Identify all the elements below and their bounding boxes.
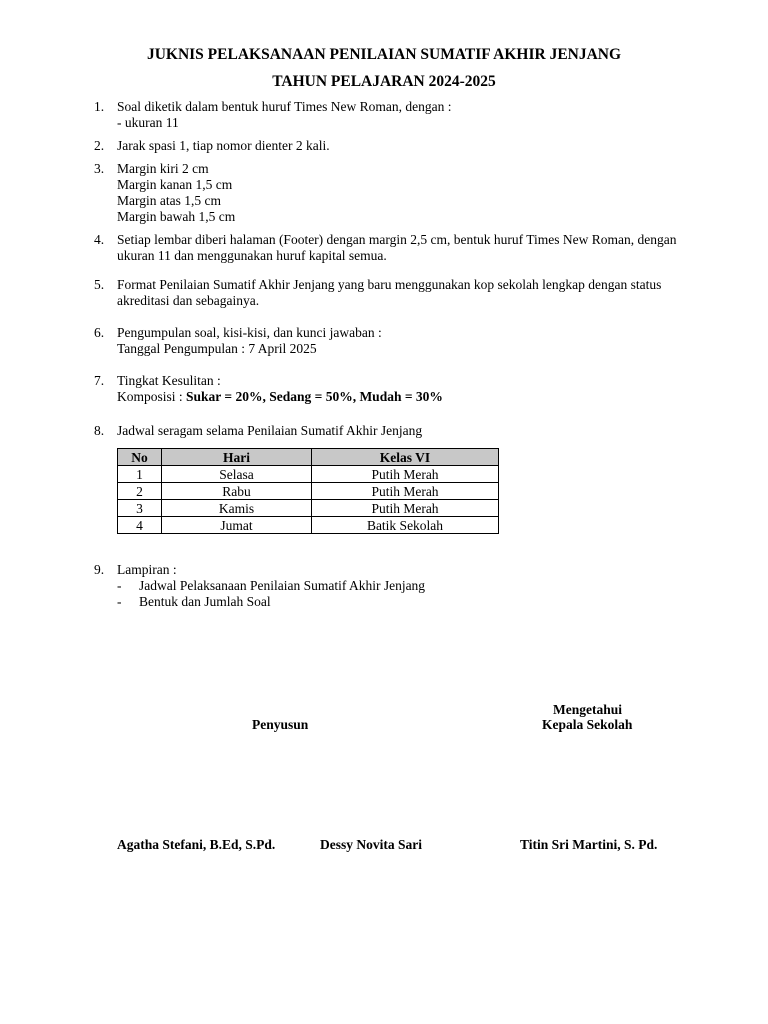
table-cell: Kamis (162, 500, 312, 517)
attachment-label: Bentuk dan Jumlah Soal (139, 594, 271, 609)
item-line: Tanggal Pengumpulan : 7 April 2025 (117, 341, 317, 356)
item-number: 9. (94, 562, 105, 577)
attachment-item: - Jadwal Pelaksanaan Penilaian Sumatif Akhir Jenjang (117, 578, 426, 593)
signer-name-3: Titin Sri Martini, S. Pd. (520, 837, 658, 852)
composition-value: Sukar = 20%, Sedang = 50%, Mudah = 30% (186, 389, 443, 404)
table-row (118, 500, 499, 517)
table-header-row (118, 449, 499, 466)
item-number: 8. (94, 423, 105, 438)
list-item-8 (94, 423, 714, 439)
signer-name-1: Agatha Stefani, B.Ed, S.Pd. (117, 837, 276, 852)
schedule-table (117, 448, 499, 534)
list-item-4 (94, 232, 714, 264)
item-line: Soal diketik dalam bentuk huruf Times New Roman, dengan : (117, 99, 452, 114)
table-cell: Jumat (162, 517, 312, 534)
item-line: Margin bawah 1,5 cm (117, 209, 236, 224)
column-header-no: No (118, 449, 162, 466)
item-line: Jarak spasi 1, tiap nomor dienter 2 kali. (117, 138, 330, 153)
table-row (118, 466, 499, 483)
doc-title-line1: JUKNIS PELAKSANAAN PENILAIAN SUMATIF AKHIR JENJANG (146, 46, 622, 63)
item-text: Setiap lembar diberi halaman (Footer) dengan margin 2,5 cm, bentuk huruf Times New Roman, dengan ukuran 11 dan menggunakan huruf kapital semua. (117, 232, 677, 263)
list-item-2 (94, 138, 714, 154)
item-number: 6. (94, 325, 105, 340)
list-item-3 (94, 161, 714, 225)
item-line: Lampiran : (117, 562, 177, 577)
table-cell: 3 (118, 500, 162, 517)
list-item-9 (94, 562, 714, 610)
item-line: - ukuran 11 (117, 115, 179, 130)
kepala-sekolah-label: Kepala Sekolah (542, 717, 633, 732)
table-row (118, 517, 499, 534)
table-cell: Putih Merah (312, 466, 499, 483)
item-number: 2. (94, 138, 105, 153)
item-line: Pengumpulan soal, kisi-kisi, dan kunci jawaban : (117, 325, 382, 340)
composition-label: Komposisi : (117, 389, 187, 404)
table-cell: Putih Merah (312, 483, 499, 500)
column-header-hari: Hari (162, 449, 312, 466)
attachment-label: Jadwal Pelaksanaan Penilaian Sumatif Akhir Jenjang (139, 578, 426, 593)
item-text: Jadwal seragam selama Penilaian Sumatif Akhir Jenjang (117, 423, 423, 438)
table-cell: 4 (118, 517, 162, 534)
item-line: Margin kiri 2 cm (117, 161, 209, 176)
doc-title-line2: TAHUN PELAJARAN 2024-2025 (272, 73, 496, 90)
item-number: 4. (94, 232, 105, 247)
list-item-1 (94, 99, 714, 131)
composition-line (117, 389, 714, 405)
table-row (118, 483, 499, 500)
list-item-6 (94, 325, 714, 357)
table-cell: Rabu (162, 483, 312, 500)
item-number: 1. (94, 99, 105, 114)
item-line: Margin atas 1,5 cm (117, 193, 221, 208)
penyusun-label: Penyusun (252, 717, 309, 732)
table-cell: Batik Sekolah (312, 517, 499, 534)
table-cell: 2 (118, 483, 162, 500)
list-item-7 (94, 373, 714, 405)
table-cell: Putih Merah (312, 500, 499, 517)
table-cell: 1 (118, 466, 162, 483)
item-line: Margin kanan 1,5 cm (117, 177, 233, 192)
mengetahui-label: Mengetahui (553, 702, 622, 717)
column-header-kelas: Kelas VI (312, 449, 499, 466)
table-cell: Selasa (162, 466, 312, 483)
attachment-item: - Bentuk dan Jumlah Soal (117, 594, 271, 609)
signer-name-2: Dessy Novita Sari (320, 837, 422, 852)
list-item-5 (94, 277, 714, 309)
item-number: 3. (94, 161, 105, 176)
item-number: 7. (94, 373, 105, 388)
item-number: 5. (94, 277, 105, 292)
item-text: Format Penilaian Sumatif Akhir Jenjang yang baru menggunakan kop sekolah lengkap dengan status akreditasi dan sebagainya. (117, 277, 662, 308)
item-line: Tingkat Kesulitan : (117, 373, 221, 388)
